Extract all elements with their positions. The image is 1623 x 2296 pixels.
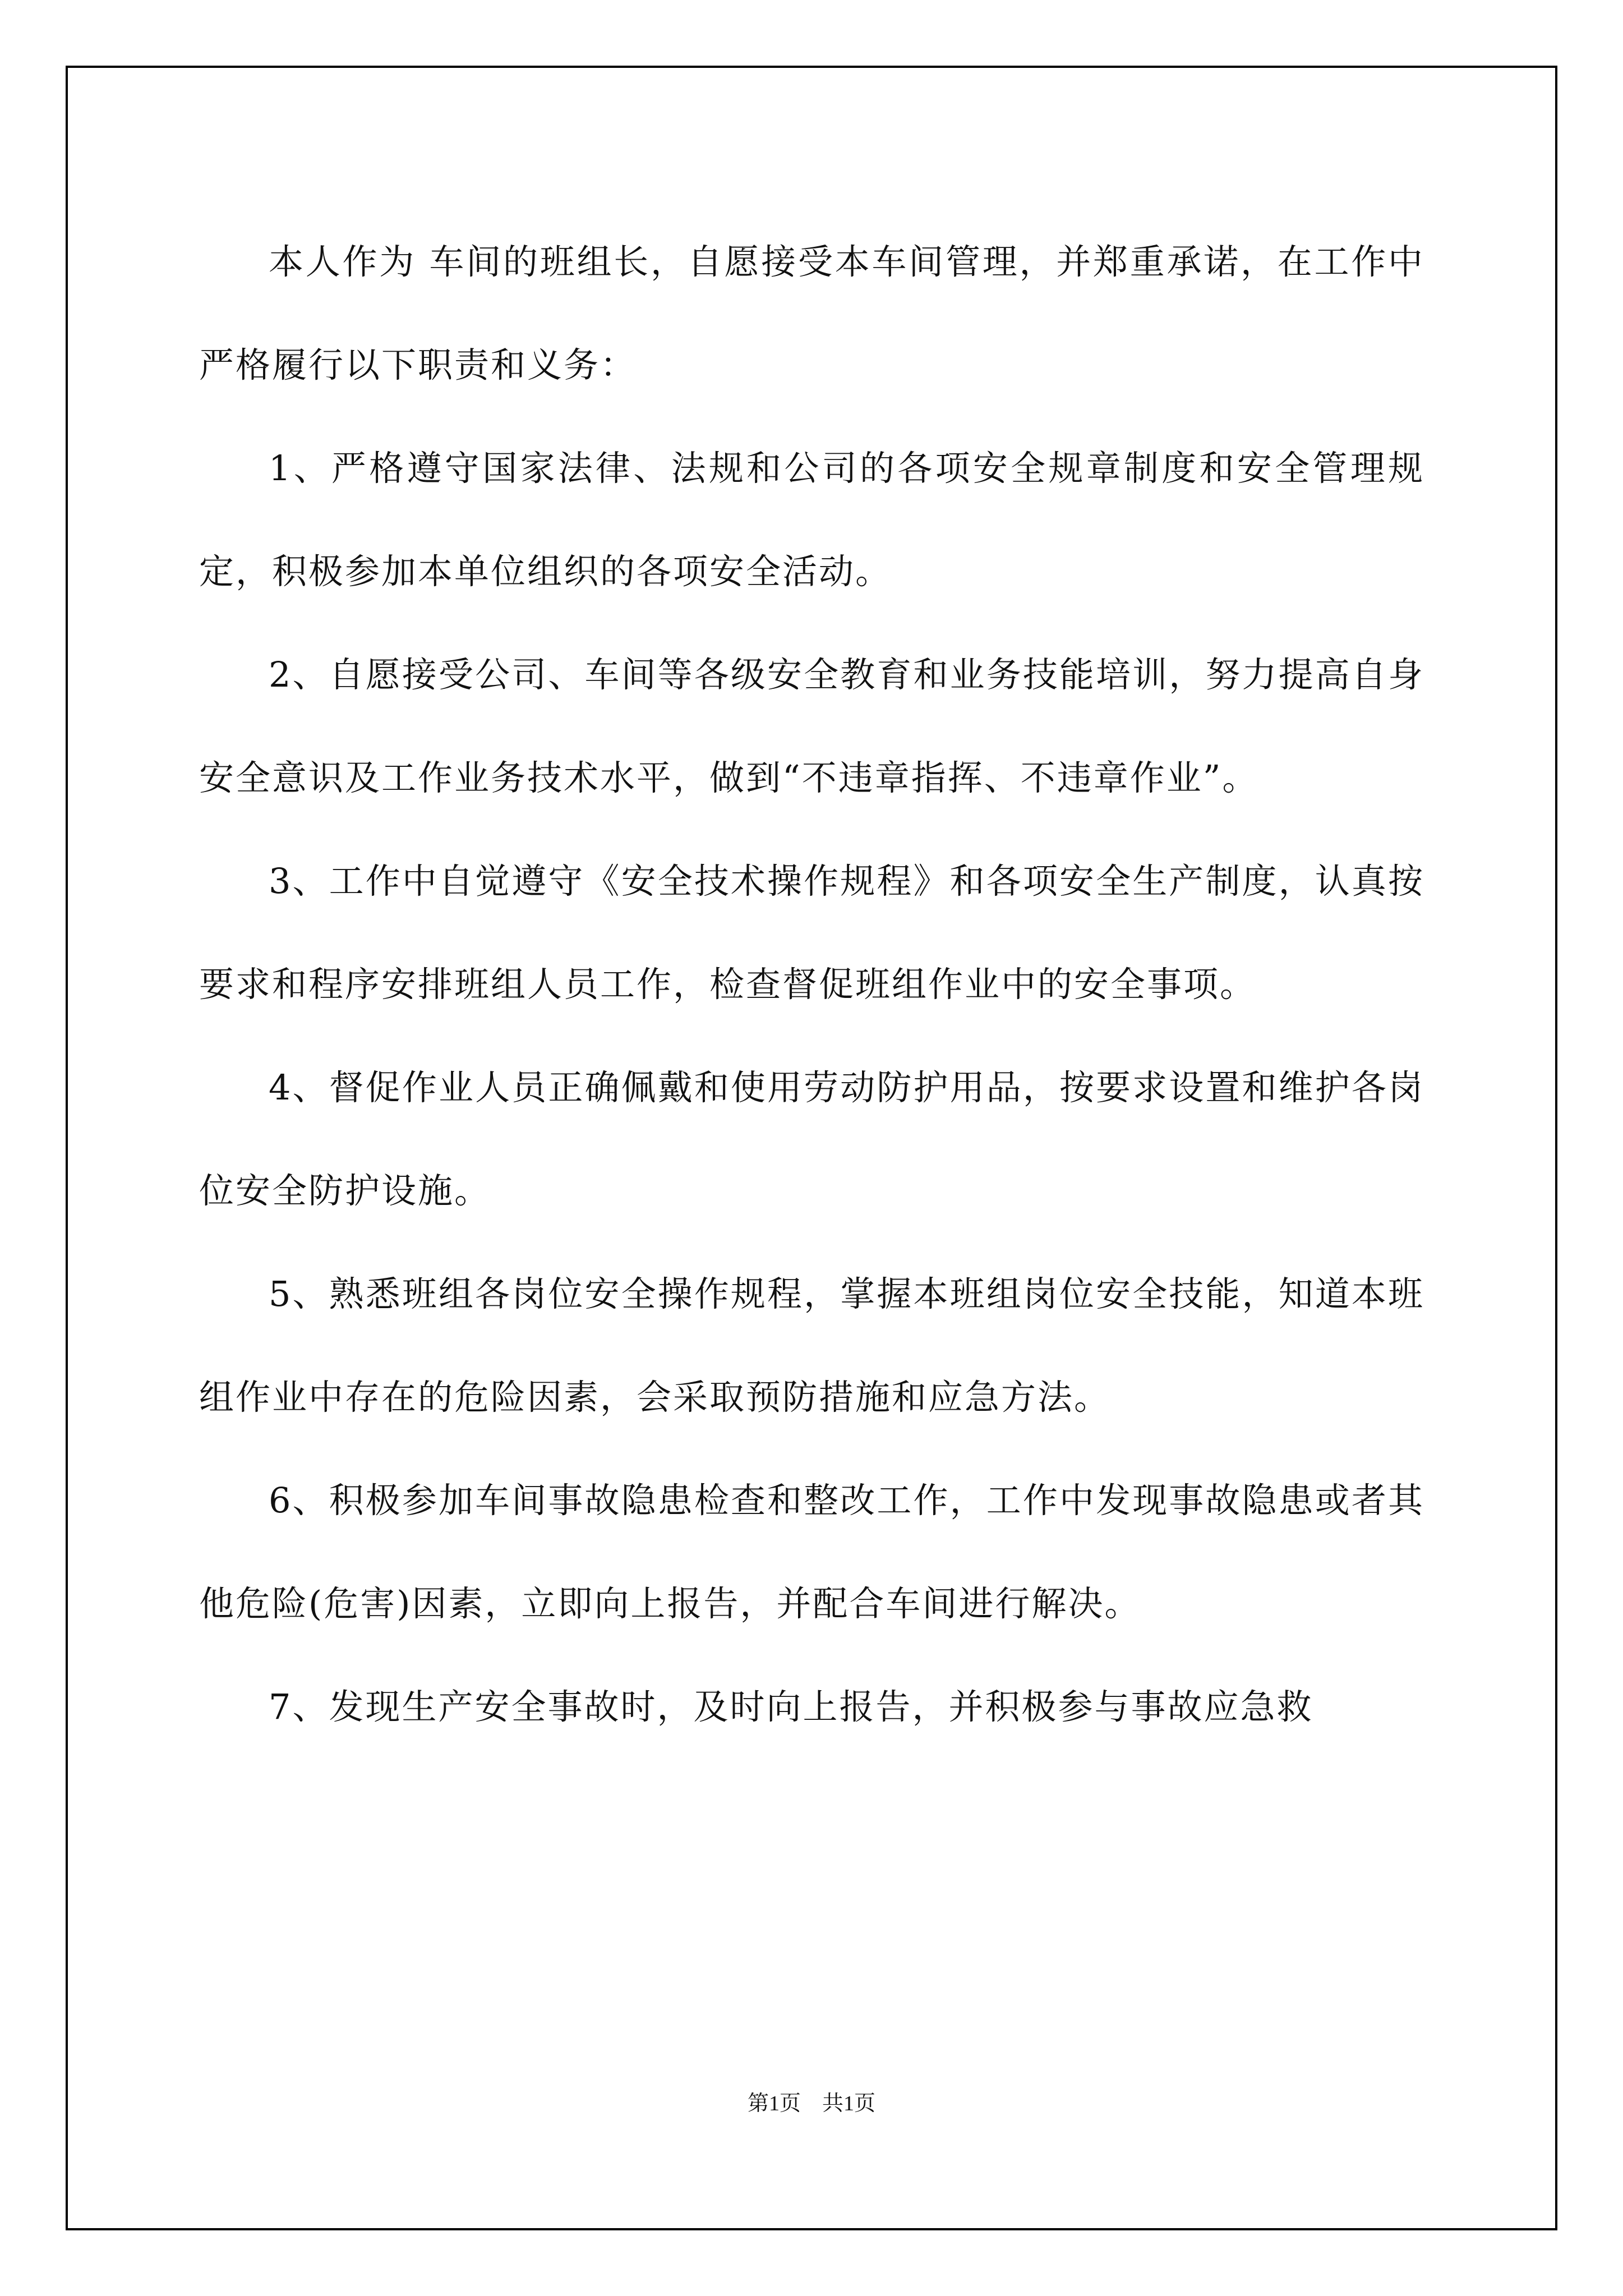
paragraph-intro: 本人作为 车间的班组长，自愿接受本车间管理，并郑重承诺，在工作中严格履行以下职责和义务： <box>199 241 1424 385</box>
paragraph-item-4: 4、督促作业人员正确佩戴和使用劳动防护用品，按要求设置和维护各岗位安全防护设施。 <box>199 1067 1424 1211</box>
paragraph-item-7: 7、发现生产安全事故时，及时向上报告，并积极参与事故应急救 <box>269 1686 1313 1727</box>
paragraph-item-3: 3、工作中自觉遵守《安全技术操作规程》和各项安全生产制度，认真按要求和程序安排班组人员工作，检查督促班组作业中的安全事项。 <box>199 861 1424 1005</box>
page-footer: 第1页 共1页 <box>747 2092 875 2115</box>
paragraph-item-5: 5、熟悉班组各岗位安全操作规程，掌握本班组岗位安全技能，知道本班组作业中存在的危险因素，会采取预防措施和应急方法。 <box>199 1273 1424 1418</box>
paragraph-item-1: 1、严格遵守国家法律、法规和公司的各项安全规章制度和安全管理规定，积极参加本单位组织的各项安全活动。 <box>199 448 1424 592</box>
paragraph-item-2: 2、自愿接受公司、车间等各级安全教育和业务技能培训，努力提高自身安全意识及工作业务技术水平，做到“不违章指挥、不违章作业”。 <box>199 654 1424 798</box>
document-body <box>199 210 1424 1759</box>
paragraph-item-6: 6、积极参加车间事故隐患检查和整改工作，工作中发现事故隐患或者其他危险(危害)因素，立即向上报告，并配合车间进行解决。 <box>199 1480 1424 1624</box>
